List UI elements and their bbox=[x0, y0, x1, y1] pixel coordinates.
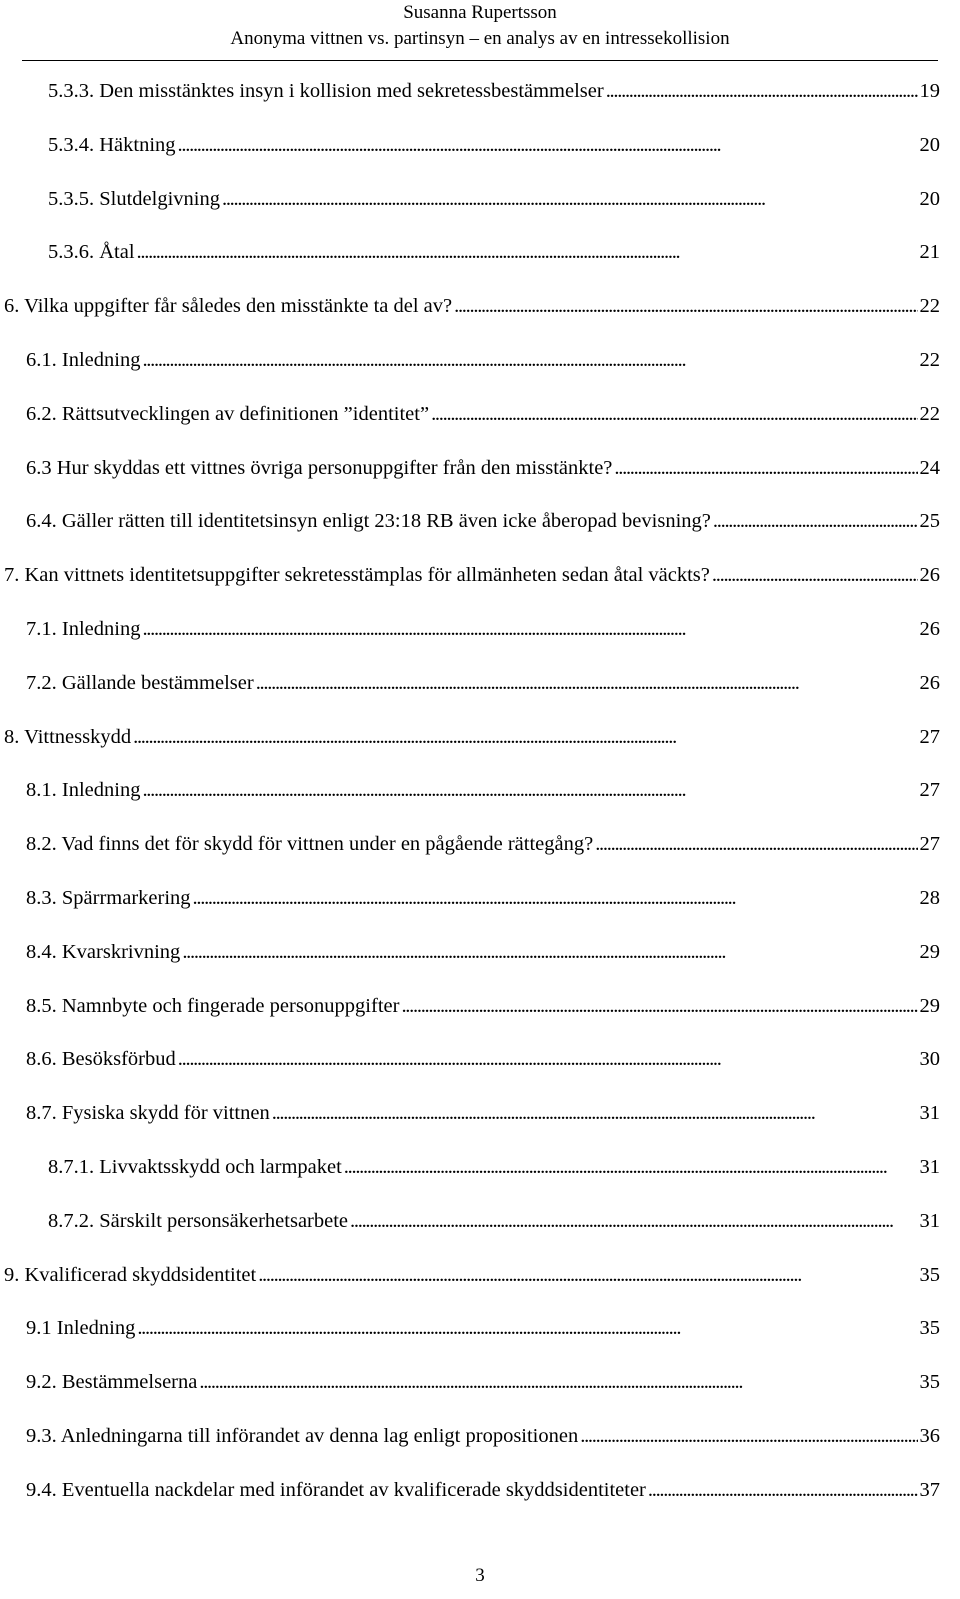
toc-entry-title: 8.2. Vad finns det för skydd för vittnen under en pågående rättegång? bbox=[26, 833, 594, 856]
toc-entry[interactable] bbox=[26, 453, 940, 483]
toc-entry-title: 9.1 Inledning bbox=[26, 1317, 136, 1340]
toc-entry-page: 29 bbox=[919, 940, 940, 963]
toc-entry-title: 8.4. Kvarskrivning bbox=[26, 940, 181, 963]
header-author: Susanna Rupertsson bbox=[403, 2, 557, 23]
toc-entry-page: 37 bbox=[919, 1478, 940, 1501]
toc-entry[interactable] bbox=[26, 937, 940, 967]
toc-entry-page: 24 bbox=[919, 456, 940, 479]
toc-entry-title: 9.3. Anledningarna till införandet av denna lag enligt propositionen bbox=[26, 1425, 579, 1447]
toc-dot-leader bbox=[595, 829, 917, 859]
toc-entry-page: 22 bbox=[919, 349, 940, 371]
toc-entry[interactable] bbox=[48, 76, 940, 106]
toc-dot-leader bbox=[137, 1313, 917, 1343]
toc-dot-leader bbox=[272, 1098, 918, 1128]
toc-entry[interactable] bbox=[26, 1098, 940, 1128]
toc-dot-leader bbox=[344, 1152, 918, 1182]
toc-entry-page: 26 bbox=[919, 671, 940, 694]
toc-dot-leader bbox=[142, 775, 917, 805]
toc-entry[interactable] bbox=[26, 345, 940, 375]
toc-entry-page: 26 bbox=[919, 618, 940, 640]
toc-entry-title: 8.7.2. Särskilt personsäkerhetsarbete bbox=[48, 1209, 349, 1232]
toc-entry[interactable] bbox=[26, 1044, 940, 1074]
toc-entry-page: 31 bbox=[919, 1156, 940, 1178]
toc-entry-title: 5.3.6. Åtal bbox=[48, 241, 135, 264]
toc-entry[interactable] bbox=[4, 722, 940, 752]
toc-dot-leader bbox=[199, 1367, 917, 1397]
toc-entry-title: 9.2. Bestämmelserna bbox=[26, 1371, 198, 1394]
header-title: Anonyma vittnen vs. partinsyn – en analys av en intressekollision bbox=[230, 28, 730, 49]
toc-dot-leader bbox=[258, 1260, 917, 1290]
toc-entry[interactable] bbox=[4, 560, 940, 590]
toc-entry-title: 8.5. Namnbyte och fingerade personuppgifter bbox=[26, 994, 400, 1017]
toc-entry[interactable] bbox=[48, 130, 940, 160]
toc-dot-leader bbox=[713, 506, 918, 536]
toc-entry-page: 30 bbox=[919, 1048, 940, 1071]
toc-entry[interactable] bbox=[26, 1313, 940, 1343]
toc-entry-title: 7.1. Inledning bbox=[26, 618, 141, 640]
toc-entry-title: 6.2. Rättsutvecklingen av definitionen ”identitet” bbox=[26, 402, 430, 425]
toc-entry-title: 9. Kvalificerad skyddsidentitet bbox=[4, 1263, 257, 1286]
toc-entry-page: 22 bbox=[919, 402, 940, 425]
toc-entry-title: 8. Vittnesskydd bbox=[4, 725, 132, 748]
toc-dot-leader bbox=[606, 76, 918, 106]
toc-dot-leader bbox=[142, 345, 917, 375]
toc-entry-title: 8.7. Fysiska skydd för vittnen bbox=[26, 1102, 270, 1125]
toc-dot-leader bbox=[648, 1475, 918, 1505]
toc-entry[interactable] bbox=[26, 614, 940, 644]
header-divider bbox=[22, 60, 938, 61]
toc-entry-title: 6.3 Hur skyddas ett vittnes övriga personuppgifter från den misstänkte? bbox=[26, 456, 613, 479]
toc-entry[interactable] bbox=[48, 1152, 940, 1182]
toc-entry[interactable] bbox=[26, 668, 940, 698]
toc-entry-title: 8.6. Besöksförbud bbox=[26, 1048, 176, 1071]
toc-entry[interactable] bbox=[26, 1475, 940, 1505]
toc-entry-page: 20 bbox=[919, 133, 940, 156]
toc-entry-page: 35 bbox=[919, 1371, 940, 1394]
toc-entry-page: 20 bbox=[919, 187, 940, 210]
toc-dot-leader bbox=[182, 937, 917, 967]
toc-dot-leader bbox=[350, 1206, 917, 1236]
toc-entry[interactable] bbox=[26, 399, 940, 429]
toc-entry-title: 5.3.3. Den misstänktes insyn i kollision med sekretessbestämmelser bbox=[48, 80, 604, 102]
toc-entry-title: 8.1. Inledning bbox=[26, 779, 141, 802]
toc-entry-page: 27 bbox=[919, 779, 940, 802]
toc-dot-leader bbox=[256, 668, 918, 698]
toc-entry-title: 9.4. Eventuella nackdelar med införandet av kvalificerade skyddsidentiteter bbox=[26, 1478, 646, 1501]
toc-entry-page: 19 bbox=[919, 80, 940, 102]
toc-entry-page: 29 bbox=[919, 994, 940, 1017]
toc-entry[interactable] bbox=[26, 829, 940, 859]
toc-dot-leader bbox=[178, 130, 918, 160]
toc-dot-leader bbox=[133, 722, 917, 752]
toc-entry-page: 21 bbox=[919, 241, 940, 264]
page-number: 3 bbox=[475, 1565, 485, 1586]
toc-entry-page: 25 bbox=[919, 510, 940, 533]
toc-entry-page: 35 bbox=[919, 1263, 940, 1286]
toc-entry-title: 6. Vilka uppgifter får således den misstänkte ta del av? bbox=[4, 295, 453, 318]
toc-dot-leader bbox=[193, 883, 918, 913]
toc-entry-page: 22 bbox=[919, 295, 940, 318]
toc-dot-leader bbox=[401, 991, 917, 1021]
toc-entry-page: 26 bbox=[919, 564, 940, 587]
toc-entry[interactable] bbox=[48, 184, 940, 214]
toc-entry[interactable] bbox=[26, 883, 940, 913]
toc-dot-leader bbox=[222, 184, 918, 214]
toc-entry[interactable] bbox=[48, 1206, 940, 1236]
toc-dot-leader bbox=[454, 291, 917, 321]
toc-dot-leader bbox=[178, 1044, 918, 1074]
toc-entry[interactable] bbox=[26, 1421, 940, 1451]
toc-entry-title: 8.7.1. Livvaktsskydd och larmpaket bbox=[48, 1156, 342, 1178]
toc-entry[interactable] bbox=[26, 775, 940, 805]
toc-dot-leader bbox=[142, 614, 917, 644]
toc-entry[interactable] bbox=[26, 991, 940, 1021]
toc-entry-title: 6.4. Gäller rätten till identitetsinsyn enligt 23:18 RB även icke åberopad bevisning? bbox=[26, 510, 711, 533]
toc-entry[interactable] bbox=[4, 1260, 940, 1290]
toc-entry-title: 7. Kan vittnets identitetsuppgifter sekretesstämplas för allmänheten sedan åtal väckts? bbox=[4, 564, 710, 587]
toc-entry[interactable] bbox=[4, 291, 940, 321]
toc-entry-title: 5.3.5. Slutdelgivning bbox=[48, 187, 220, 210]
toc-entry-page: 27 bbox=[919, 725, 940, 748]
toc-entry-page: 35 bbox=[919, 1317, 940, 1340]
toc-entry-page: 31 bbox=[919, 1102, 940, 1125]
toc-entry-page: 36 bbox=[919, 1425, 940, 1447]
toc-entry-title: 7.2. Gällande bestämmelser bbox=[26, 671, 254, 694]
toc-dot-leader bbox=[137, 237, 918, 267]
toc-dot-leader bbox=[614, 453, 917, 483]
toc-dot-leader bbox=[712, 560, 918, 590]
toc-entry-page: 28 bbox=[919, 887, 940, 909]
toc-entry-title: 6.1. Inledning bbox=[26, 349, 141, 371]
toc-entry[interactable] bbox=[26, 1367, 940, 1397]
toc-entry-page: 27 bbox=[919, 833, 940, 856]
running-header bbox=[0, 0, 960, 52]
toc-entry-title: 5.3.4. Häktning bbox=[48, 133, 176, 156]
toc-dot-leader bbox=[580, 1421, 917, 1451]
toc-entry-title: 8.3. Spärrmarkering bbox=[26, 887, 191, 909]
toc-dot-leader bbox=[431, 399, 917, 429]
toc-entry-page: 31 bbox=[919, 1209, 940, 1232]
toc-entry[interactable] bbox=[26, 506, 940, 536]
toc-entry[interactable] bbox=[48, 237, 940, 267]
